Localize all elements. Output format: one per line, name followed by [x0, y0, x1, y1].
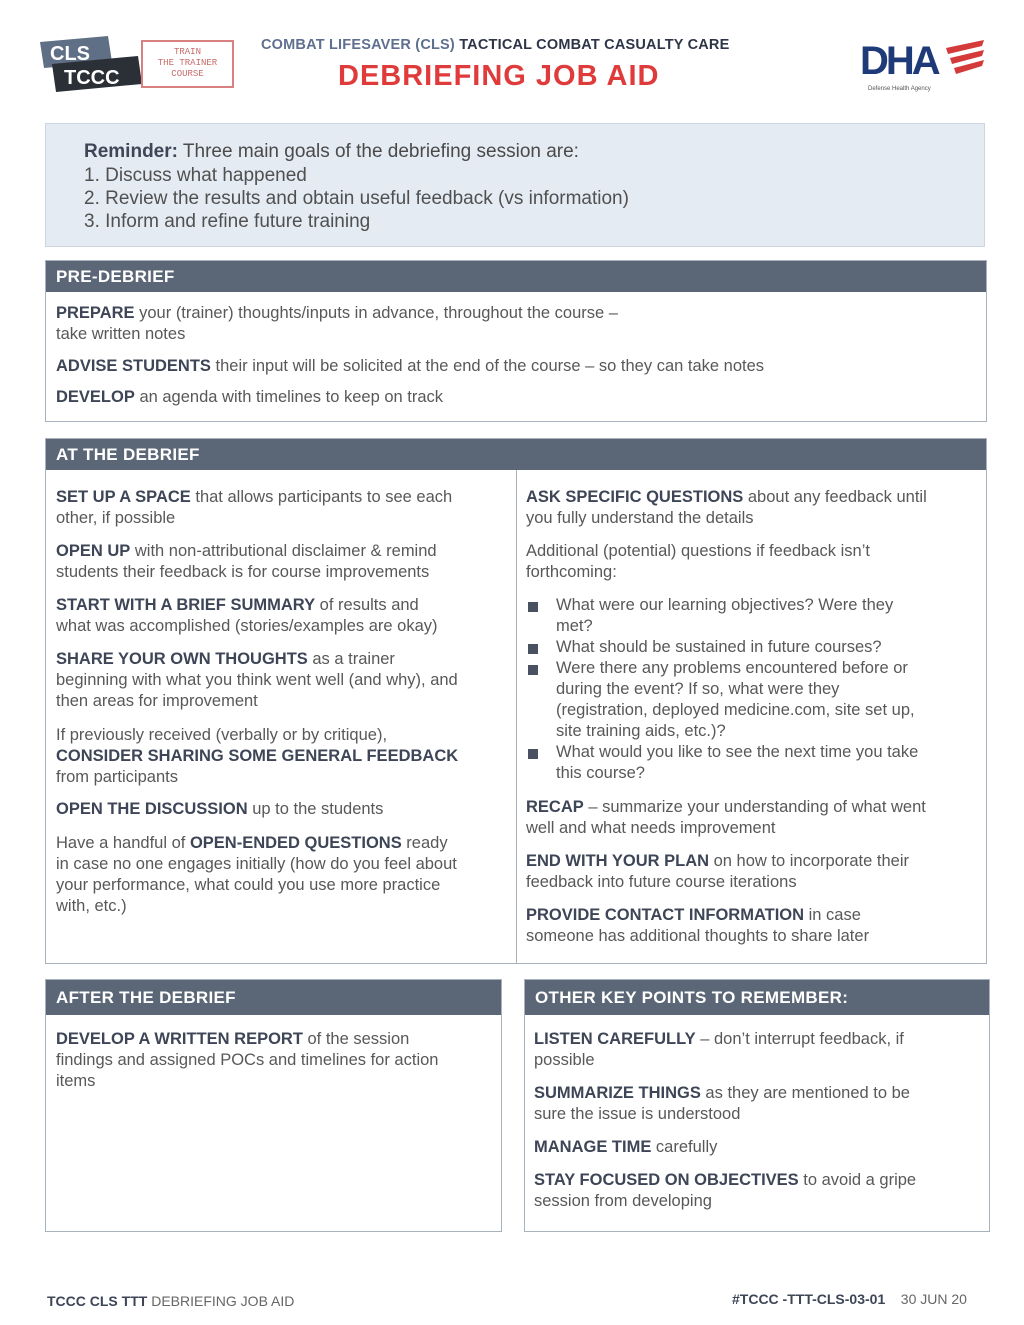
- key-points-section: [524, 979, 990, 1232]
- list-item: If previously received (verbally or by critique), CONSIDER SHARING SOME GENERAL FEEDBACK from participants: [56, 726, 459, 786]
- list-item: ADVISE STUDENTS their input will be solicited at the end of the course – so they can take notes: [56, 357, 765, 375]
- list-item: 2. Review the results and obtain useful feedback (vs information): [84, 188, 629, 209]
- page-supertitle: COMBAT LIFESAVER (CLS) TACTICAL COMBAT CASUALTY CARE: [261, 37, 730, 53]
- list-item: OPEN UP with non-attributional disclaimer & remind students their feedback is for course improvements: [56, 542, 437, 581]
- svg-text:DHA: DHA: [860, 39, 938, 83]
- reminder-goals: [84, 164, 629, 233]
- pre-debrief-section: [45, 260, 987, 422]
- reminder-panel: [45, 123, 985, 247]
- list-item: SUMMARIZE THINGS as they are mentioned to be sure the issue is understood: [534, 1084, 910, 1123]
- svg-text:CLS: CLS: [50, 43, 90, 65]
- list-item: Were there any problems encountered before or during the event? If so, what were they (registration, deployed medicine.com, site set up, site training aids, etc.)?: [526, 658, 976, 742]
- svg-text:TCCC: TCCC: [64, 67, 120, 89]
- list-item: SHARE YOUR OWN THOUGHTS as a trainer beginning with what you think went well (and why), and then areas for improvement: [56, 650, 458, 710]
- list-item: What were our learning objectives? Were they met?: [526, 595, 976, 637]
- list-item: ASK SPECIFIC QUESTIONS about any feedback until you fully understand the details: [526, 488, 927, 527]
- footer-code: #TCCC -TTT-CLS-03-01 30 JUN 20: [732, 1291, 967, 1307]
- list-item: STAY FOCUSED ON OBJECTIVES to avoid a gripe session from developing: [534, 1171, 917, 1210]
- list-item: 1. Discuss what happened: [84, 165, 307, 186]
- list-item: DEVELOP an agenda with timelines to keep on track: [56, 388, 444, 406]
- list-item: What should be sustained in future courses?: [526, 637, 976, 658]
- list-item: MANAGE TIME carefully: [534, 1138, 718, 1156]
- list-item: LISTEN CAREFULLY – don’t interrupt feedback, if possible: [534, 1030, 904, 1069]
- cls-tccc-logo: [38, 34, 142, 94]
- list-item: 3. Inform and refine future training: [84, 211, 371, 232]
- svg-text:Defense Health Agency: Defense Health Agency: [868, 86, 931, 92]
- list-item: Have a handful of OPEN-ENDED QUESTIONS ready in case no one engages initially (how do you feel about your performance, what could you use more practice with, etc.): [56, 834, 457, 915]
- page-title: DEBRIEFING JOB AID: [338, 60, 660, 92]
- list-item: PREPARE your (trainer) thoughts/inputs in advance, throughout the course – take written notes: [56, 304, 618, 343]
- list-item: START WITH A BRIEF SUMMARY of results and what was accomplished (stories/examples are okay): [56, 596, 438, 635]
- section-heading: PRE-DEBRIEF: [46, 261, 986, 292]
- at-debrief-section: [45, 438, 987, 964]
- section-heading: OTHER KEY POINTS TO REMEMBER:: [525, 980, 989, 1015]
- list-item: END WITH YOUR PLAN on how to incorporate their feedback into future course iterations: [526, 852, 909, 891]
- list-item: PROVIDE CONTACT INFORMATION in case someone has additional thoughts to share later: [526, 906, 870, 945]
- list-item: What would you like to see the next time you take this course?: [526, 742, 976, 784]
- footer-title: TCCC CLS TTT DEBRIEFING JOB AID: [47, 1293, 295, 1309]
- section-heading: AFTER THE DEBRIEF: [46, 980, 501, 1015]
- column-divider: [516, 470, 517, 964]
- list-item: RECAP – summarize your understanding of what went well and what needs improvement: [526, 798, 926, 837]
- list-item: OPEN THE DISCUSSION up to the students: [56, 800, 384, 818]
- question-list: [526, 595, 976, 784]
- reminder-lead: Reminder: Three main goals of the debriefing session are:: [84, 141, 579, 162]
- list-item: Additional (potential) questions if feedback isn’t forthcoming:: [526, 542, 870, 581]
- footer-date: 30 JUN 20: [900, 1291, 967, 1307]
- list-item: DEVELOP A WRITTEN REPORT of the session findings and assigned POCs and timelines for action items: [56, 1030, 439, 1090]
- dha-logo: [858, 34, 988, 94]
- list-item: SET UP A SPACE that allows participants to see each other, if possible: [56, 488, 453, 527]
- section-heading: AT THE DEBRIEF: [46, 439, 986, 470]
- train-the-trainer-stamp: TRAIN THE TRAINER COURSE: [141, 40, 234, 88]
- after-debrief-section: [45, 979, 502, 1232]
